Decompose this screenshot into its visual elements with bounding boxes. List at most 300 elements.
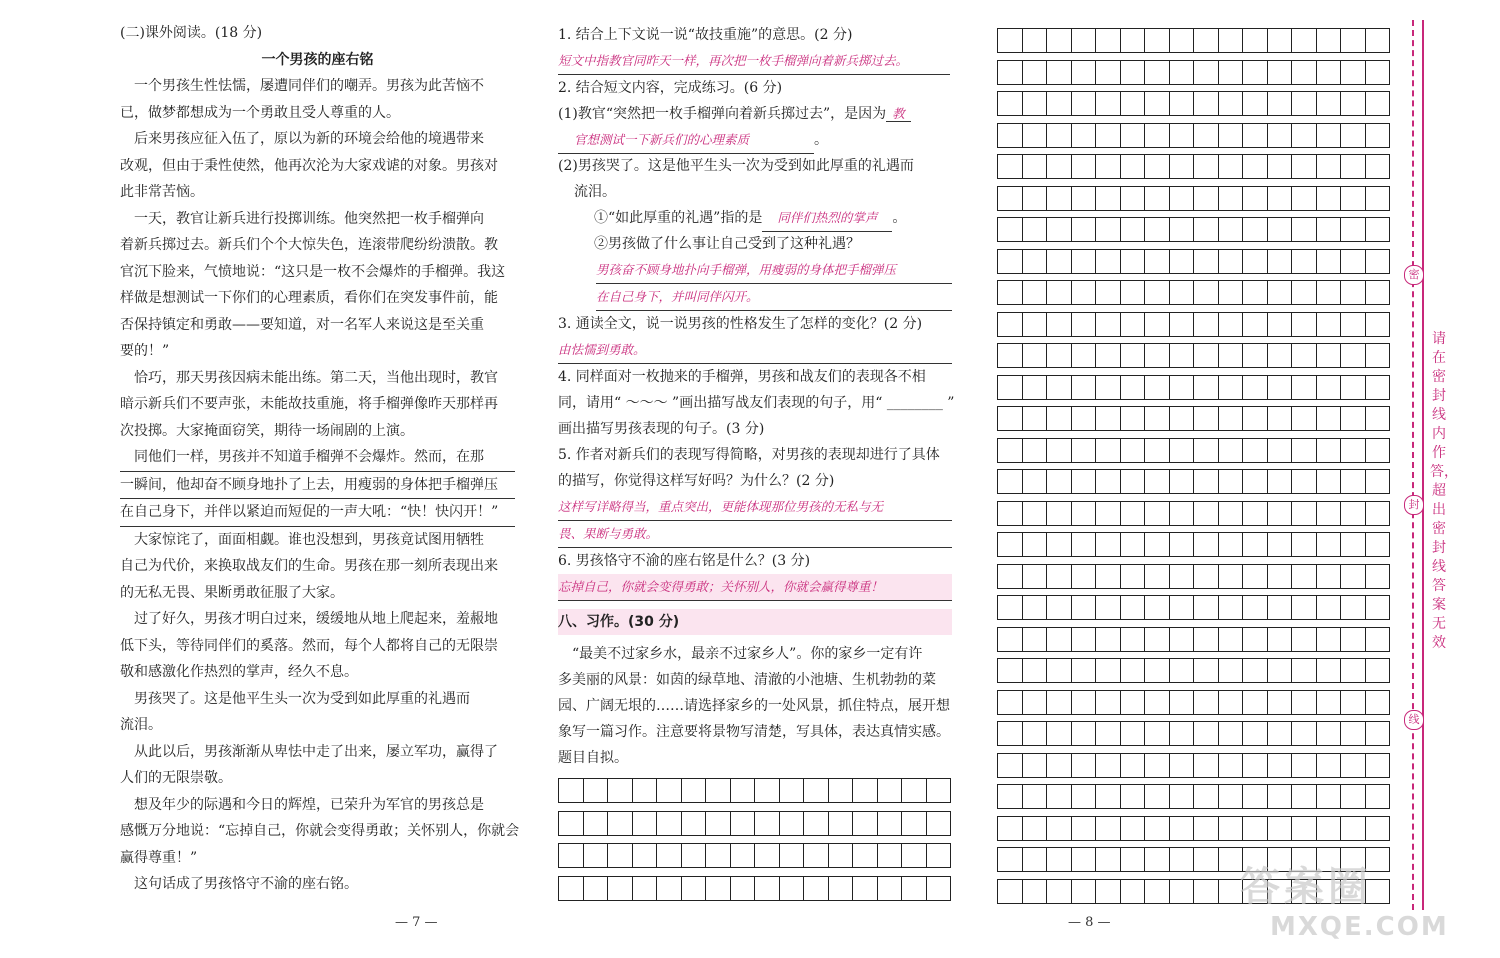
grid-cell[interactable] [1022,721,1048,746]
grid-cell[interactable] [1046,816,1072,841]
grid-cell[interactable] [656,811,682,836]
grid-cell[interactable] [1071,217,1097,242]
grid-cell[interactable] [1218,532,1244,557]
grid-cell[interactable] [1071,312,1097,337]
grid-cell[interactable] [1022,627,1048,652]
grid-cell[interactable] [1242,595,1268,620]
grid-cell[interactable] [1169,721,1195,746]
grid-cell[interactable] [1095,438,1121,463]
grid-cell[interactable] [1144,28,1170,53]
grid-cell[interactable] [1242,312,1268,337]
grid-cell[interactable] [1242,816,1268,841]
grid-cell[interactable] [1071,186,1097,211]
grid-cell[interactable] [1046,532,1072,557]
grid-cell[interactable] [1144,690,1170,715]
grid-cell[interactable] [926,843,952,868]
grid-cell[interactable] [1022,753,1048,778]
grid-cell[interactable] [1218,60,1244,85]
grid-cell[interactable] [558,811,584,836]
grid-cell[interactable] [1095,91,1121,116]
grid-cell[interactable] [997,532,1023,557]
grid-cell[interactable] [1071,501,1097,526]
grid-cell[interactable] [1095,123,1121,148]
grid-cell[interactable] [1144,564,1170,589]
grid-cell[interactable] [1071,123,1097,148]
grid-cell[interactable] [997,375,1023,400]
grid-cell[interactable] [1267,501,1293,526]
grid-cell[interactable] [1095,217,1121,242]
grid-cell[interactable] [1365,690,1391,715]
grid-cell[interactable] [681,778,707,803]
grid-cell[interactable] [1340,280,1366,305]
grid-cell[interactable] [1144,123,1170,148]
grid-cell[interactable] [1365,123,1391,148]
grid-cell[interactable] [1267,186,1293,211]
grid-cell[interactable] [1071,721,1097,746]
grid-cell[interactable] [1169,280,1195,305]
grid-cell[interactable] [1193,564,1219,589]
grid-cell[interactable] [1316,532,1342,557]
grid-cell[interactable] [1218,564,1244,589]
grid-cell[interactable] [1022,438,1048,463]
grid-cell[interactable] [1365,627,1391,652]
grid-cell[interactable] [1046,406,1072,431]
grid-cell[interactable] [1340,658,1366,683]
grid-cell[interactable] [1144,249,1170,274]
grid-cell[interactable] [1316,91,1342,116]
grid-cell[interactable] [926,876,952,901]
grid-cell[interactable] [1046,280,1072,305]
grid-cell[interactable] [1071,375,1097,400]
grid-cell[interactable] [1193,91,1219,116]
grid-cell[interactable] [1193,60,1219,85]
grid-cell[interactable] [901,778,927,803]
grid-cell[interactable] [1095,690,1121,715]
grid-cell[interactable] [1365,375,1391,400]
grid-cell[interactable] [1316,249,1342,274]
grid-cell[interactable] [997,784,1023,809]
grid-cell[interactable] [1340,249,1366,274]
grid-cell[interactable] [1095,784,1121,809]
grid-cell[interactable] [1193,658,1219,683]
grid-cell[interactable] [1120,469,1146,494]
grid-cell[interactable] [1071,690,1097,715]
grid-cell[interactable] [1291,564,1317,589]
grid-cell[interactable] [1193,154,1219,179]
grid-cell[interactable] [1095,816,1121,841]
grid-cell[interactable] [1169,343,1195,368]
grid-cell[interactable] [1242,438,1268,463]
grid-cell[interactable] [1340,532,1366,557]
grid-cell[interactable] [997,406,1023,431]
grid-cell[interactable] [1120,154,1146,179]
grid-cell[interactable] [1046,595,1072,620]
grid-cell[interactable] [1291,249,1317,274]
grid-cell[interactable] [1120,658,1146,683]
grid-cell[interactable] [1242,753,1268,778]
grid-cell[interactable] [1193,627,1219,652]
grid-cell[interactable] [1267,28,1293,53]
grid-cell[interactable] [1095,154,1121,179]
grid-cell[interactable] [1267,564,1293,589]
grid-cell[interactable] [1365,343,1391,368]
grid-cell[interactable] [1193,784,1219,809]
grid-cell[interactable] [997,123,1023,148]
grid-cell[interactable] [1095,249,1121,274]
grid-cell[interactable] [1340,690,1366,715]
grid-cell[interactable] [997,753,1023,778]
grid-cell[interactable] [1120,847,1146,872]
grid-cell[interactable] [1120,564,1146,589]
grid-cell[interactable] [1022,343,1048,368]
grid-cell[interactable] [1242,784,1268,809]
grid-cell[interactable] [852,811,878,836]
grid-cell[interactable] [1095,753,1121,778]
grid-cell[interactable] [1218,753,1244,778]
grid-cell[interactable] [1218,721,1244,746]
grid-cell[interactable] [877,778,903,803]
grid-cell[interactable] [1242,217,1268,242]
grid-cell[interactable] [1095,280,1121,305]
grid-cell[interactable] [1022,658,1048,683]
grid-cell[interactable] [1144,91,1170,116]
grid-cell[interactable] [1218,627,1244,652]
grid-cell[interactable] [1316,595,1342,620]
grid-cell[interactable] [1169,784,1195,809]
grid-cell[interactable] [1242,532,1268,557]
grid-cell[interactable] [1267,312,1293,337]
grid-cell[interactable] [803,778,829,803]
grid-cell[interactable] [1340,816,1366,841]
grid-cell[interactable] [1046,501,1072,526]
grid-cell[interactable] [1316,784,1342,809]
grid-cell[interactable] [1242,154,1268,179]
grid-cell[interactable] [1022,186,1048,211]
grid-cell[interactable] [1242,406,1268,431]
grid-cell[interactable] [1316,217,1342,242]
grid-cell[interactable] [1095,28,1121,53]
grid-cell[interactable] [1169,217,1195,242]
grid-cell[interactable] [1340,406,1366,431]
grid-cell[interactable] [583,811,609,836]
grid-cell[interactable] [1291,406,1317,431]
grid-cell[interactable] [1071,816,1097,841]
grid-cell[interactable] [1095,406,1121,431]
grid-cell[interactable] [1169,28,1195,53]
grid-cell[interactable] [730,876,756,901]
grid-cell[interactable] [1071,847,1097,872]
grid-cell[interactable] [1242,60,1268,85]
grid-cell[interactable] [1169,532,1195,557]
grid-cell[interactable] [1046,627,1072,652]
grid-cell[interactable] [1365,186,1391,211]
grid-cell[interactable] [1316,186,1342,211]
grid-cell[interactable] [1365,60,1391,85]
grid-cell[interactable] [1193,217,1219,242]
grid-cell[interactable] [1144,312,1170,337]
grid-cell[interactable] [1365,753,1391,778]
grid-cell[interactable] [1291,784,1317,809]
grid-cell[interactable] [1120,123,1146,148]
grid-cell[interactable] [997,343,1023,368]
grid-cell[interactable] [1144,595,1170,620]
grid-cell[interactable] [1046,847,1072,872]
grid-cell[interactable] [1144,217,1170,242]
grid-cell[interactable] [1144,501,1170,526]
grid-cell[interactable] [1046,658,1072,683]
grid-cell[interactable] [1144,753,1170,778]
grid-cell[interactable] [1071,60,1097,85]
grid-cell[interactable] [1316,658,1342,683]
grid-cell[interactable] [1169,816,1195,841]
grid-cell[interactable] [1071,532,1097,557]
grid-cell[interactable] [1071,343,1097,368]
grid-cell[interactable] [1169,753,1195,778]
grid-cell[interactable] [1022,91,1048,116]
grid-cell[interactable] [1242,280,1268,305]
grid-cell[interactable] [1120,501,1146,526]
grid-cell[interactable] [1144,532,1170,557]
grid-cell[interactable] [558,876,584,901]
grid-cell[interactable] [1316,154,1342,179]
grid-cell[interactable] [1365,595,1391,620]
grid-cell[interactable] [1095,186,1121,211]
grid-cell[interactable] [997,847,1023,872]
grid-cell[interactable] [1267,91,1293,116]
grid-cell[interactable] [1193,438,1219,463]
grid-cell[interactable] [1193,721,1219,746]
grid-cell[interactable] [1120,784,1146,809]
grid-cell[interactable] [1291,280,1317,305]
grid-cell[interactable] [997,658,1023,683]
grid-cell[interactable] [1071,784,1097,809]
grid-cell[interactable] [997,186,1023,211]
grid-cell[interactable] [901,876,927,901]
grid-cell[interactable] [1316,60,1342,85]
grid-cell[interactable] [1242,249,1268,274]
grid-cell[interactable] [828,876,854,901]
grid-cell[interactable] [1365,816,1391,841]
grid-cell[interactable] [705,778,731,803]
grid-cell[interactable] [1316,501,1342,526]
grid-cell[interactable] [997,627,1023,652]
grid-cell[interactable] [1218,438,1244,463]
grid-cell[interactable] [607,778,633,803]
grid-cell[interactable] [1316,438,1342,463]
grid-cell[interactable] [1267,438,1293,463]
grid-cell[interactable] [1267,280,1293,305]
grid-cell[interactable] [730,778,756,803]
grid-cell[interactable] [1340,312,1366,337]
grid-cell[interactable] [852,778,878,803]
grid-cell[interactable] [1365,501,1391,526]
grid-cell[interactable] [1242,564,1268,589]
grid-cell[interactable] [1120,721,1146,746]
grid-cell[interactable] [1218,28,1244,53]
grid-cell[interactable] [1267,595,1293,620]
grid-cell[interactable] [1071,28,1097,53]
grid-cell[interactable] [1046,91,1072,116]
grid-cell[interactable] [1340,501,1366,526]
grid-cell[interactable] [1169,375,1195,400]
grid-cell[interactable] [1022,28,1048,53]
grid-cell[interactable] [1120,627,1146,652]
grid-cell[interactable] [1218,501,1244,526]
grid-cell[interactable] [1144,816,1170,841]
grid-cell[interactable] [1095,879,1121,904]
grid-cell[interactable] [1340,91,1366,116]
grid-cell[interactable] [1365,564,1391,589]
grid-cell[interactable] [997,879,1023,904]
grid-cell[interactable] [1267,343,1293,368]
grid-cell[interactable] [1169,91,1195,116]
grid-cell[interactable] [1046,721,1072,746]
grid-cell[interactable] [1316,627,1342,652]
grid-cell[interactable] [1316,690,1342,715]
grid-cell[interactable] [1095,847,1121,872]
grid-cell[interactable] [1169,438,1195,463]
grid-cell[interactable] [1071,658,1097,683]
grid-cell[interactable] [1193,186,1219,211]
grid-cell[interactable] [681,811,707,836]
grid-cell[interactable] [1095,375,1121,400]
grid-cell[interactable] [1267,375,1293,400]
grid-cell[interactable] [1193,847,1219,872]
grid-cell[interactable] [1022,501,1048,526]
grid-cell[interactable] [1046,753,1072,778]
grid-cell[interactable] [1291,312,1317,337]
grid-cell[interactable] [1022,595,1048,620]
grid-cell[interactable] [1242,658,1268,683]
grid-cell[interactable] [1120,343,1146,368]
grid-cell[interactable] [1169,469,1195,494]
grid-cell[interactable] [1169,658,1195,683]
grid-cell[interactable] [1193,375,1219,400]
grid-cell[interactable] [632,843,658,868]
grid-cell[interactable] [632,778,658,803]
grid-cell[interactable] [1095,721,1121,746]
grid-cell[interactable] [1242,501,1268,526]
grid-cell[interactable] [1340,753,1366,778]
grid-cell[interactable] [1144,154,1170,179]
grid-cell[interactable] [997,501,1023,526]
grid-cell[interactable] [1340,721,1366,746]
grid-cell[interactable] [1365,249,1391,274]
grid-cell[interactable] [997,249,1023,274]
grid-cell[interactable] [1120,60,1146,85]
grid-cell[interactable] [583,843,609,868]
grid-cell[interactable] [583,778,609,803]
grid-cell[interactable] [1291,658,1317,683]
grid-cell[interactable] [1169,60,1195,85]
grid-cell[interactable] [1120,690,1146,715]
grid-cell[interactable] [1144,627,1170,652]
grid-cell[interactable] [877,876,903,901]
grid-cell[interactable] [1022,217,1048,242]
grid-cell[interactable] [1071,595,1097,620]
grid-cell[interactable] [1218,816,1244,841]
grid-cell[interactable] [1071,249,1097,274]
grid-cell[interactable] [1218,658,1244,683]
grid-cell[interactable] [1340,217,1366,242]
grid-cell[interactable] [828,811,854,836]
grid-cell[interactable] [1120,879,1146,904]
grid-cell[interactable] [1193,280,1219,305]
grid-cell[interactable] [1046,438,1072,463]
grid-cell[interactable] [1365,217,1391,242]
grid-cell[interactable] [1267,627,1293,652]
grid-cell[interactable] [1193,249,1219,274]
grid-cell[interactable] [1316,312,1342,337]
grid-cell[interactable] [1022,154,1048,179]
grid-cell[interactable] [1291,375,1317,400]
grid-cell[interactable] [1316,564,1342,589]
grid-cell[interactable] [1169,123,1195,148]
grid-cell[interactable] [681,876,707,901]
grid-cell[interactable] [1291,154,1317,179]
grid-cell[interactable] [1193,312,1219,337]
grid-cell[interactable] [705,811,731,836]
grid-cell[interactable] [877,811,903,836]
grid-cell[interactable] [1365,280,1391,305]
grid-cell[interactable] [607,843,633,868]
grid-cell[interactable] [1120,249,1146,274]
grid-cell[interactable] [1218,690,1244,715]
grid-cell[interactable] [1291,753,1317,778]
grid-cell[interactable] [1291,816,1317,841]
grid-cell[interactable] [1242,28,1268,53]
grid-cell[interactable] [1316,375,1342,400]
grid-cell[interactable] [901,811,927,836]
grid-cell[interactable] [1046,564,1072,589]
grid-cell[interactable] [1046,375,1072,400]
grid-cell[interactable] [1218,406,1244,431]
grid-cell[interactable] [656,843,682,868]
grid-cell[interactable] [1242,690,1268,715]
grid-cell[interactable] [1071,280,1097,305]
grid-cell[interactable] [1193,816,1219,841]
grid-cell[interactable] [1291,595,1317,620]
grid-cell[interactable] [1046,690,1072,715]
grid-cell[interactable] [1046,60,1072,85]
grid-cell[interactable] [1242,91,1268,116]
grid-cell[interactable] [1120,280,1146,305]
grid-cell[interactable] [997,595,1023,620]
grid-cell[interactable] [779,778,805,803]
grid-cell[interactable] [632,811,658,836]
grid-cell[interactable] [1340,375,1366,400]
grid-cell[interactable] [1193,879,1219,904]
grid-cell[interactable] [997,438,1023,463]
grid-cell[interactable] [1267,721,1293,746]
grid-cell[interactable] [1022,375,1048,400]
grid-cell[interactable] [1022,312,1048,337]
grid-cell[interactable] [1291,217,1317,242]
grid-cell[interactable] [1340,343,1366,368]
grid-cell[interactable] [1365,469,1391,494]
grid-cell[interactable] [1291,123,1317,148]
grid-cell[interactable] [754,876,780,901]
grid-cell[interactable] [1120,595,1146,620]
grid-cell[interactable] [1365,658,1391,683]
grid-cell[interactable] [730,811,756,836]
grid-cell[interactable] [754,811,780,836]
grid-cell[interactable] [926,778,952,803]
grid-cell[interactable] [1242,469,1268,494]
grid-cell[interactable] [1365,91,1391,116]
grid-cell[interactable] [1120,532,1146,557]
grid-cell[interactable] [1242,186,1268,211]
